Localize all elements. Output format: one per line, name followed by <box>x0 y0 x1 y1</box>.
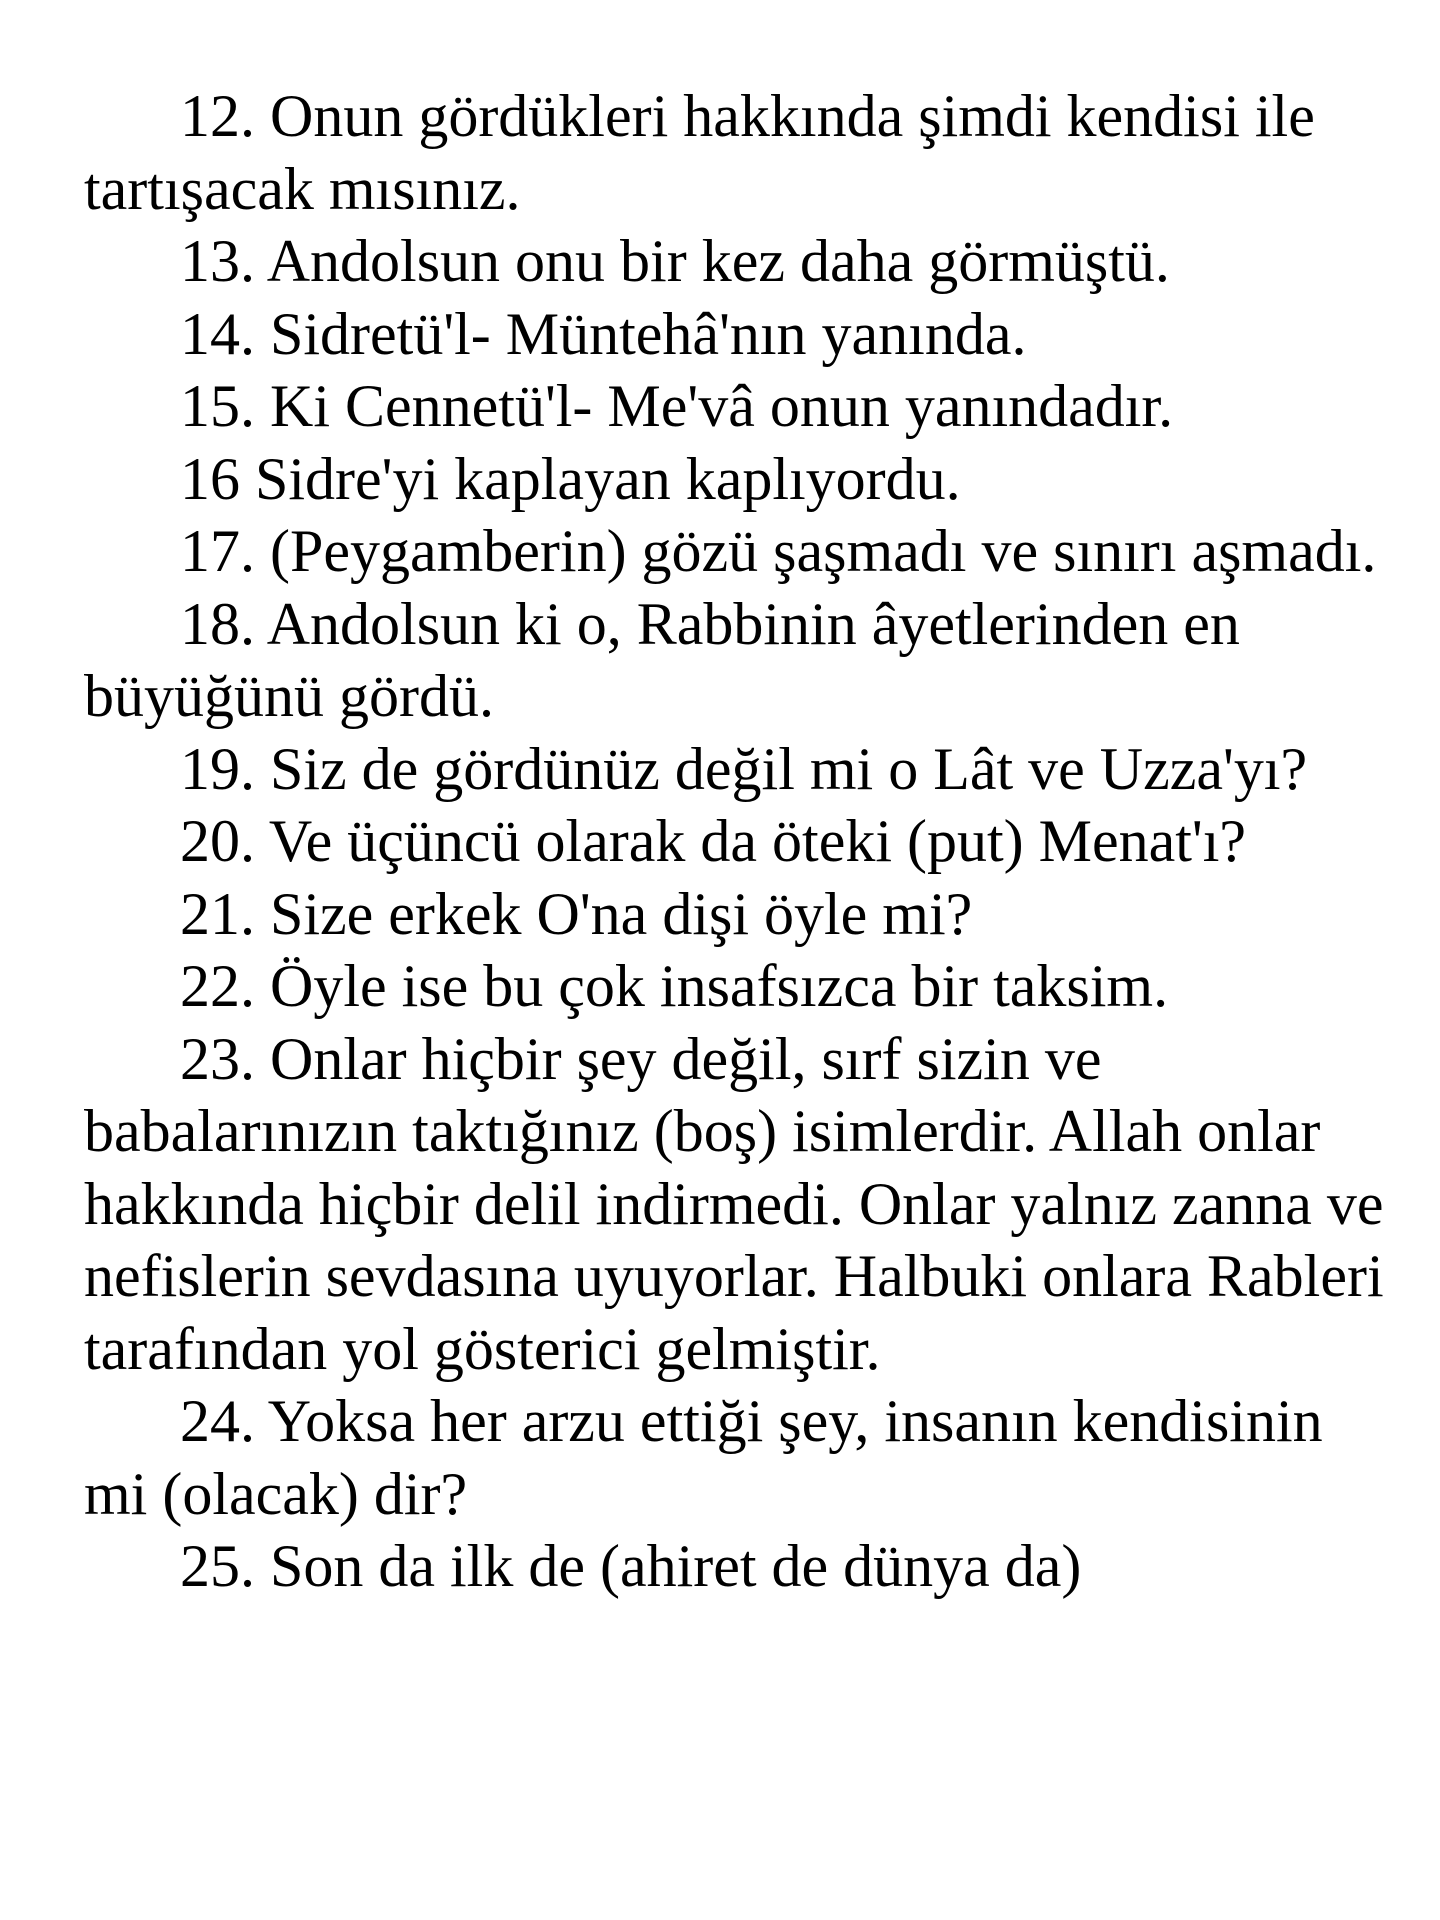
verse-18: 18. Andolsun ki o, Rabbinin âyetlerinden en büyüğünü gördü. <box>84 590 1240 729</box>
verse-23: 23. Onlar hiçbir şey değil, sırf sizin ve babalarınızın taktığınız (boş) isimlerdir. Allah onlar hakkında hiçbir delil indirmedi. Onlar yalnız zanna ve nefislerin sevdasına uyuyorlar. Halbuki onlara Rableri tarafından yol gösterici gelmiştir. <box>84 1025 1384 1382</box>
verse-21: 21. Size erkek O'na dişi öyle mi? <box>180 880 973 947</box>
verse-25: 25. Son da ilk de (ahiret de dünya da) <box>180 1533 1082 1599</box>
verse-19: 19. Siz de gördünüz değil mi o Lât ve Uzza'yı? <box>180 735 1308 802</box>
verse-17: 17. (Peygamberin) gözü şaşmadı ve sınırı aşmadı. <box>180 518 1377 584</box>
verse-20: 20. Ve üçüncü olarak da öteki (put) Menat'ı? <box>180 808 1247 874</box>
verse-text-block <box>84 80 1384 1603</box>
verse-13: 13. Andolsun onu bir kez daha görmüştü. <box>180 228 1170 294</box>
verse-12: 12. Onun gördükleri hakkında şimdi kendisi ile tartışacak mısınız. <box>84 83 1315 222</box>
verse-14: 14. Sidretü'l- Müntehâ'nın yanında. <box>180 300 1027 367</box>
verse-24: 24. Yoksa her arzu ettiği şey, insanın kendisinin mi (olacak) dir? <box>84 1388 1323 1527</box>
verse-15: 15. Ki Cennetü'l- Me'vâ onun yanındadır. <box>180 373 1174 439</box>
verse-16: 16 Sidre'yi kaplayan kaplıyordu. <box>180 445 961 512</box>
verse-22: 22. Öyle ise bu çok insafsızca bir taksim. <box>180 953 1169 1019</box>
